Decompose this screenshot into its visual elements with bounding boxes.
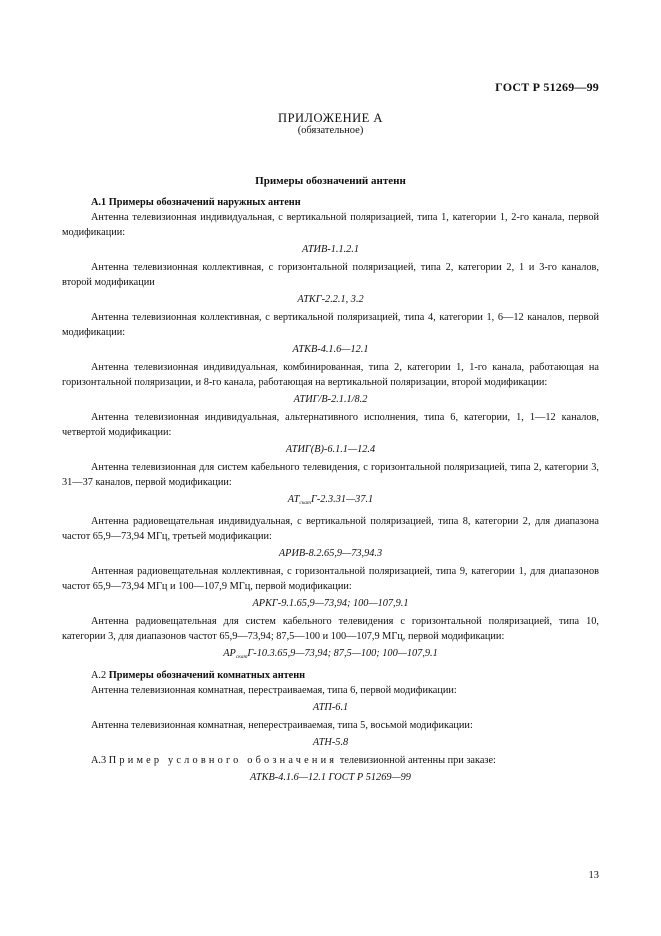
a1-number: А.1 [91,197,107,208]
a3-spaced-text: Пример условного обозначения [108,755,338,766]
a1-item-7-designation: АРИВ-8.2.65,9—73,94.3 [278,548,383,559]
a1-item-8-text: Антенная радиовещательная коллективная, с горизонтальной поляризацией, типа 9, категории 1, для диапазонов частот 65,9—73,94 МГц и 100—107,9 МГц, первой модификации: [62,566,599,592]
appendix-title: ПРИЛОЖЕНИЕ А [278,111,383,125]
a1-item-7-text: Антенна радиовещательная индивидуальная, с вертикальной поляризацией, типа 8, категории 2, для диапазона частот 65,9—73,94 МГц, третьей модификации: [62,516,599,542]
a1-item-5-designation: АТИГ(В)-6.1.1—12.4 [285,444,376,455]
a2-item-2-text: Антенна телевизионная комнатная, неперестраиваемая, типа 5, восьмой модификации: [91,720,473,731]
designation-suffix: Г-2.3.31—37.1 [311,494,374,505]
a1-item-6-designation [62,492,599,511]
a2-item-2-designation: АТН-5.8 [312,737,349,748]
a3-number: А.3 [91,755,107,766]
a3-designation: АТКВ-4.1.6—12.1 ГОСТ Р 51269—99 [250,772,411,783]
appendix-subtitle: (обязательное) [297,125,364,136]
designation-prefix: АТ [287,494,300,505]
a1-item-8-designation: АРКГ-9.1.65,9—73,94; 100—107,9.1 [252,598,409,609]
a1-heading-text: Примеры обозначений наружных антенн [108,197,301,208]
designation-prefix: АР [223,648,236,659]
a1-item-5-text: Антенна телевизионная индивидуальная, альтернативного исполнения, типа 6, категории, 1, 1—12 каналов, четвертой модификации: [62,412,599,438]
a1-item-1-designation: АТИВ-1.1.2.1 [301,244,360,255]
a3-paragraph [62,753,599,768]
a1-item-3-designation: АТКВ-4.1.6—12.1 [292,344,369,355]
designation-subscript: скат [235,654,248,660]
document-body [62,195,599,788]
a2-heading [62,668,599,683]
a2-heading-text: Примеры обозначений комнатных антенн [108,670,306,681]
a1-item-9-designation [62,646,599,665]
a1-item-4-text: Антенна телевизионная индивидуальная, комбинированная, типа 2, категории 1, 1-го канала, работающая на горизонтальной поляризации, и 8-го канала, работающая на вертикальной поляризации, второй модификации: [62,362,599,388]
a1-heading [62,195,599,210]
a2-item-1-text: Антенна телевизионная комнатная, перестраиваемая, типа 6, первой модификации: [91,685,457,696]
a1-item-3-text: Антенна телевизионная коллективная, с вертикальной поляризацией, типа 4, категории 1, 6—12 каналов, первой модификации: [62,312,599,338]
a1-item-6-text: Антенна телевизионная для систем кабельного телевидения, с горизонтальной поляризацией, типа 2, категории 3, 31—37 каналов, первой модификации: [62,462,599,488]
section-title: Примеры обозначений антенн [255,175,406,187]
a2-number: А.2 [91,670,107,681]
a1-item-9-text: Антенна радиовещательная для систем кабельного телевидения с горизонтальной поляризацией, типа 10, категории 3, для диапазонов частот 65,9—73,94; 87,5—100 и 100—107,9 МГц, первой модификации: [62,616,599,642]
standard-code: ГОСТ Р 51269—99 [495,80,599,94]
a1-item-4-designation: АТИГ/В-2.1.1/8.2 [293,394,368,405]
designation-suffix: Г-10.3.65,9—73,94; 87,5—100; 100—107,9.1 [247,648,438,659]
designation-subscript: скат [299,500,311,506]
a1-item-1-text: Антенна телевизионная индивидуальная, с вертикальной поляризацией, типа 1, категории 1, 2-го канала, первой модификации: [62,212,599,238]
a2-item-1-designation: АТП-6.1 [312,702,349,713]
a3-text: телевизионной антенны при заказе: [339,755,496,766]
a1-item-2-text: Антенна телевизионная коллективная, с горизонтальной поляризацией, типа 2, категории 2, 1 и 3-го каналов, второй модификации [62,262,599,288]
a1-item-2-designation: АТКГ-2.2.1, 3.2 [297,294,364,305]
page-number: 13 [588,870,599,881]
